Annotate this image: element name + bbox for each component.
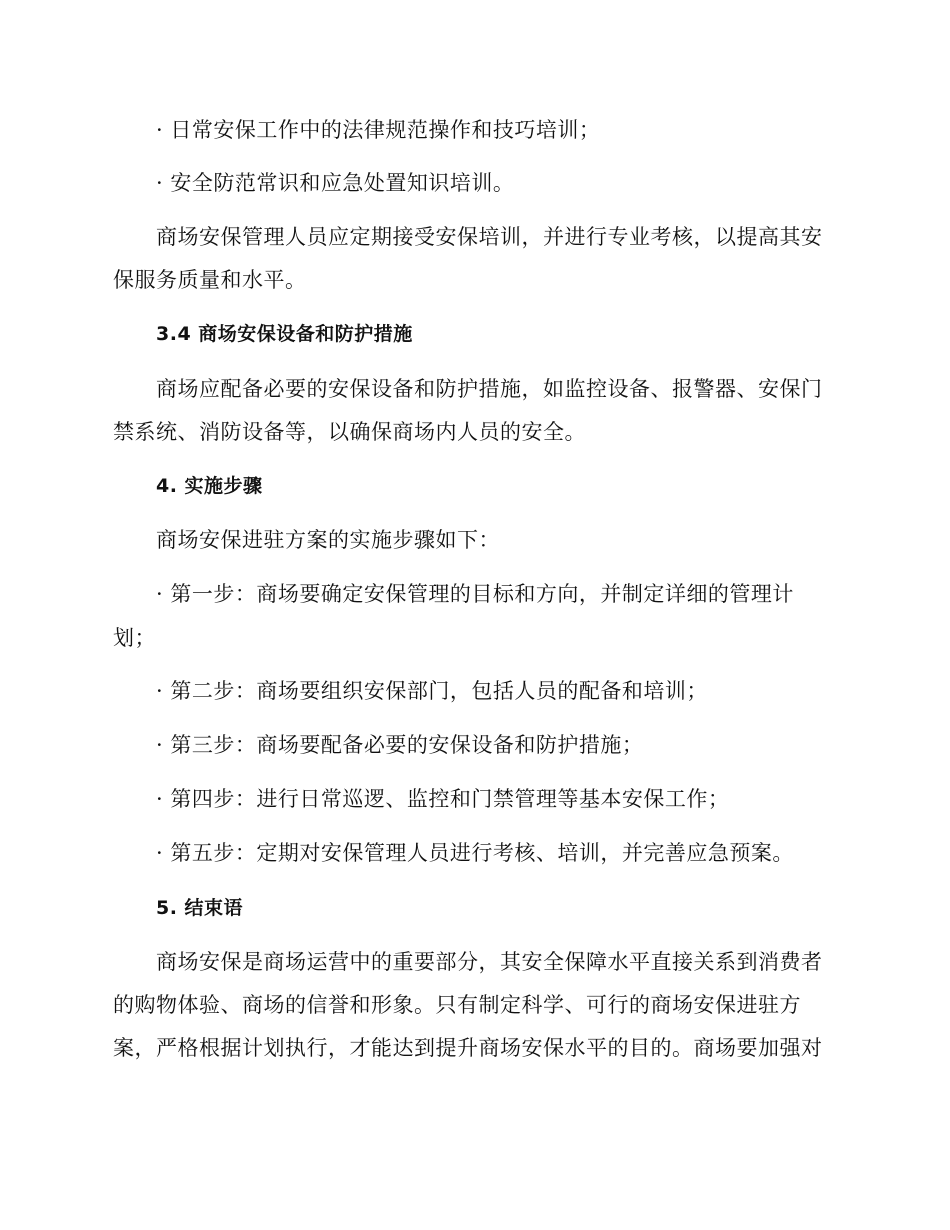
paragraph-line: 禁系统、消防设备等，以确保商场内人员的安全。 xyxy=(113,420,586,444)
step-line: · 第五步：定期对安保管理人员进行考核、培训，并完善应急预案。 xyxy=(156,841,794,865)
section-heading: 5. 结束语 xyxy=(156,897,244,919)
paragraph-line: 商场安保管理人员应定期接受安保培训，并进行专业考核，以提高其安 xyxy=(156,225,823,249)
bullet-line: · 安全防范常识和应急处置知识培训。 xyxy=(156,171,515,195)
bullet-line: · 日常安保工作中的法律规范操作和技巧培训； xyxy=(156,118,601,142)
step-line: · 第四步：进行日常巡逻、监控和门禁管理等基本安保工作； xyxy=(156,787,730,811)
step-line: 划； xyxy=(113,626,156,650)
paragraph-line: 的购物体验、商场的信誉和形象。只有制定科学、可行的商场安保进驻方 xyxy=(113,993,801,1017)
section-heading: 3.4 商场安保设备和防护措施 xyxy=(156,323,413,345)
step-line: · 第二步：商场要组织安保部门，包括人员的配备和培训； xyxy=(156,679,708,703)
step-line: · 第一步：商场要确定安保管理的目标和方向，并制定详细的管理计 xyxy=(156,582,794,606)
paragraph-line: 商场应配备必要的安保设备和防护措施，如监控设备、报警器、安保门 xyxy=(156,377,823,401)
paragraph-line: 案，严格根据计划执行，才能达到提升商场安保水平的目的。商场要加强对 xyxy=(113,1036,823,1060)
step-line: · 第三步：商场要配备必要的安保设备和防护措施； xyxy=(156,733,644,757)
section-heading: 4. 实施步骤 xyxy=(156,475,263,497)
paragraph-line: 商场安保进驻方案的实施步骤如下： xyxy=(156,528,500,552)
paragraph-line: 商场安保是商场运营中的重要部分，其安全保障水平直接关系到消费者 xyxy=(156,950,823,974)
paragraph-line: 保服务质量和水平。 xyxy=(113,268,307,292)
